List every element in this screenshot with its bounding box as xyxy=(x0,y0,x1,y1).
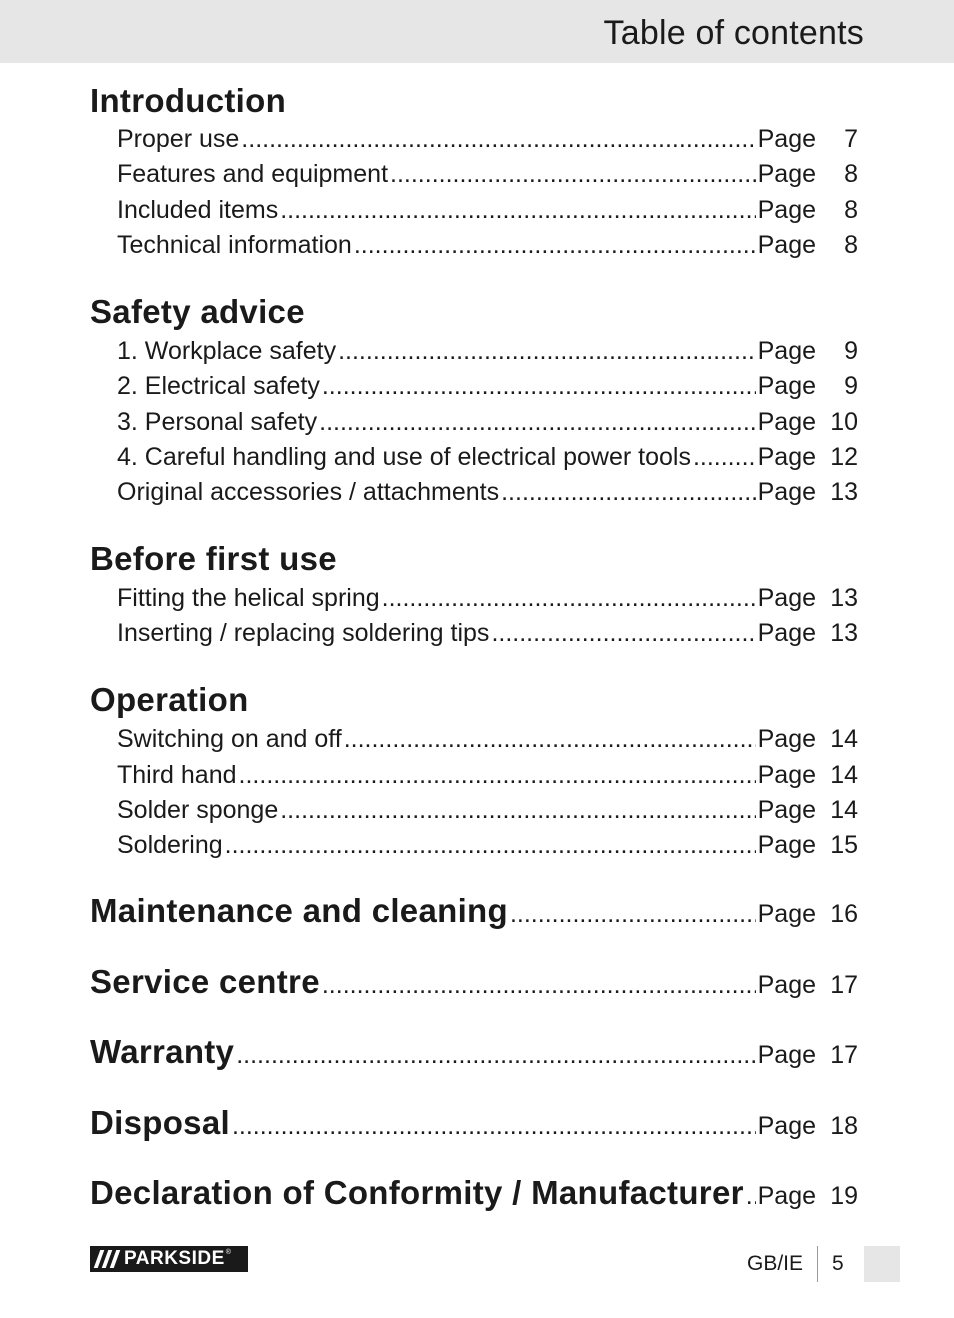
toc-main-entry-label: Service centre xyxy=(90,963,320,1000)
page-word: Page xyxy=(757,196,816,224)
header-bar xyxy=(0,0,954,63)
toc-entry[interactable] xyxy=(117,407,858,437)
toc-entry-label: Third hand xyxy=(117,761,237,789)
section-heading-safety-advice: Safety advice xyxy=(90,293,305,330)
page-word: Page xyxy=(757,725,816,753)
page-word: Page xyxy=(757,1112,816,1140)
page-number: 13 xyxy=(830,619,858,647)
registered-mark: ® xyxy=(225,1249,231,1256)
page-word: Page xyxy=(757,408,816,436)
dot-leader xyxy=(344,724,756,754)
toc-entry[interactable] xyxy=(117,618,858,648)
toc-entry-label: Original accessories / attachments xyxy=(117,478,500,506)
page-number: 9 xyxy=(844,372,858,400)
page-number: 17 xyxy=(830,1041,858,1069)
footer-divider xyxy=(817,1246,818,1282)
dot-leader xyxy=(501,477,756,507)
dot-leader xyxy=(510,899,756,929)
toc-entry[interactable] xyxy=(117,795,858,825)
toc-entry[interactable] xyxy=(117,195,858,225)
page-word: Page xyxy=(757,231,816,259)
dot-leader xyxy=(746,1181,756,1211)
toc-main-entry-warranty[interactable] xyxy=(90,1033,858,1070)
page-number: 19 xyxy=(830,1182,858,1210)
toc-entry[interactable] xyxy=(117,724,858,754)
footer-page-number: 5 xyxy=(832,1252,844,1275)
section-heading-before-first-use: Before first use xyxy=(90,540,337,577)
parkside-logo xyxy=(90,1246,248,1272)
toc-entry-label: 4. Careful handling and use of electrical power tools xyxy=(117,443,691,471)
toc-main-entry-disposal[interactable] xyxy=(90,1104,858,1141)
toc-main-entry-declaration[interactable] xyxy=(90,1174,858,1211)
page-number: 15 xyxy=(830,831,858,859)
dot-leader xyxy=(319,407,755,437)
toc-entry[interactable] xyxy=(117,760,858,790)
page-number: 17 xyxy=(830,971,858,999)
toc-entry[interactable] xyxy=(117,830,858,860)
page-word: Page xyxy=(757,900,816,928)
dot-leader xyxy=(693,442,756,472)
dot-leader xyxy=(338,336,756,366)
page-word: Page xyxy=(757,1041,816,1069)
page-number: 14 xyxy=(830,725,858,753)
toc-main-entry-label: Maintenance and cleaning xyxy=(90,892,508,929)
toc-entry-label: 2. Electrical safety xyxy=(117,372,320,400)
page-number: 9 xyxy=(844,337,858,365)
toc-entry-label: Features and equipment xyxy=(117,160,389,188)
toc-entry[interactable] xyxy=(117,442,858,472)
section-heading-operation: Operation xyxy=(90,681,249,718)
page-number: 16 xyxy=(830,900,858,928)
toc-entry[interactable] xyxy=(117,336,858,366)
toc-entry-label: Soldering xyxy=(117,831,223,859)
footer-box xyxy=(864,1246,900,1282)
toc-entry-label: Inserting / replacing soldering tips xyxy=(117,619,490,647)
toc-entry[interactable] xyxy=(117,230,858,260)
page-word: Page xyxy=(757,160,816,188)
dot-leader xyxy=(382,583,756,613)
toc-entry-label: Fitting the helical spring xyxy=(117,584,380,612)
dot-leader xyxy=(491,618,755,648)
page-number: 8 xyxy=(844,196,858,224)
toc-main-entry-label: Disposal xyxy=(90,1104,230,1141)
page-word: Page xyxy=(757,584,816,612)
section-heading-introduction: Introduction xyxy=(90,82,287,119)
toc-main-entry-label: Declaration of Conformity / Manufacturer xyxy=(90,1174,744,1211)
page-word: Page xyxy=(757,372,816,400)
dot-leader xyxy=(354,230,756,260)
toc-entry[interactable] xyxy=(117,477,858,507)
toc-entry-label: Technical information xyxy=(117,231,352,259)
toc-entry-label: 3. Personal safety xyxy=(117,408,318,436)
page-number: 12 xyxy=(830,443,858,471)
toc-main-entry-label: Warranty xyxy=(90,1033,235,1070)
page-number: 8 xyxy=(844,160,858,188)
toc-entry[interactable] xyxy=(117,583,858,613)
page-word: Page xyxy=(757,971,816,999)
page-number: 18 xyxy=(830,1112,858,1140)
toc-entry[interactable] xyxy=(117,159,858,189)
page-word: Page xyxy=(757,478,816,506)
toc-entry-label: Proper use xyxy=(117,125,240,153)
page-number: 14 xyxy=(830,796,858,824)
page-number: 13 xyxy=(830,478,858,506)
dot-leader xyxy=(322,371,756,401)
page-word: Page xyxy=(757,831,816,859)
toc-entry[interactable] xyxy=(117,371,858,401)
dot-leader xyxy=(232,1111,756,1141)
page-number: 13 xyxy=(830,584,858,612)
page-word: Page xyxy=(757,1182,816,1210)
toc-main-entry-service-centre[interactable] xyxy=(90,963,858,1000)
page-word: Page xyxy=(757,443,816,471)
toc-entry-label: 1. Workplace safety xyxy=(117,337,337,365)
logo-text: PARKSIDE xyxy=(124,1248,225,1269)
footer-locale: GB/IE xyxy=(747,1252,804,1275)
page-word: Page xyxy=(757,125,816,153)
page-number: 14 xyxy=(830,761,858,789)
dot-leader xyxy=(280,795,755,825)
dot-leader xyxy=(225,830,756,860)
page-word: Page xyxy=(757,337,816,365)
dot-leader xyxy=(236,1040,755,1070)
page-title: Table of contents xyxy=(603,14,864,52)
toc-entry-label: Included items xyxy=(117,196,279,224)
toc-entry-label: Solder sponge xyxy=(117,796,279,824)
page-number: 7 xyxy=(844,125,858,153)
page-number: 8 xyxy=(844,231,858,259)
dot-leader xyxy=(390,159,756,189)
dot-leader xyxy=(322,970,756,1000)
dot-leader xyxy=(239,760,756,790)
toc-entry[interactable] xyxy=(117,124,858,154)
toc-main-entry-maintenance[interactable] xyxy=(90,892,858,929)
dot-leader xyxy=(241,124,755,154)
logo-stripes-icon xyxy=(90,1246,124,1272)
dot-leader xyxy=(280,195,755,225)
page-word: Page xyxy=(757,761,816,789)
page-word: Page xyxy=(757,796,816,824)
toc-entry-label: Switching on and off xyxy=(117,725,342,753)
page-number: 10 xyxy=(830,408,858,436)
page-word: Page xyxy=(757,619,816,647)
